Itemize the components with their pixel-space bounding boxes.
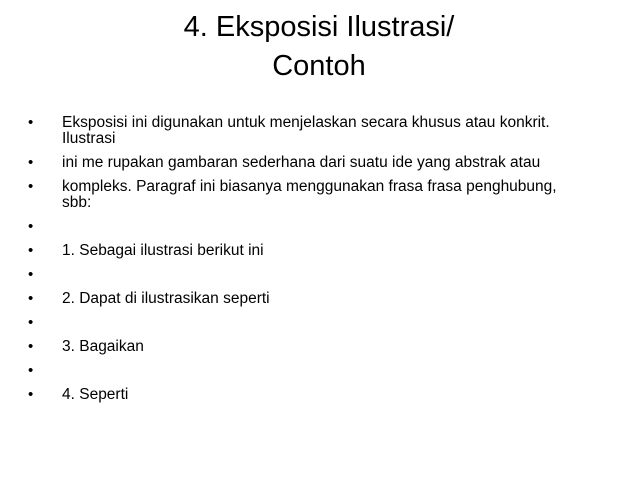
bullet-text: 1. Sebagai ilustrasi berikut ini — [62, 242, 264, 259]
bullet-dot-icon: • — [28, 114, 34, 131]
bullet-text: 3. Bagaikan — [62, 338, 144, 355]
bullet-dot-icon: • — [28, 314, 34, 331]
bullet-item — [28, 179, 588, 211]
bullet-dot-icon: • — [28, 242, 34, 259]
slide-title-line-2: Contoh — [272, 50, 366, 82]
bullet-dot-icon: • — [28, 362, 34, 379]
bullet-dot-icon: • — [28, 154, 34, 171]
bullet-item — [28, 339, 588, 355]
bullet-dot-icon: • — [28, 338, 34, 355]
bullet-dot-icon: • — [28, 266, 34, 283]
bullet-item-empty — [28, 267, 588, 283]
bullet-item-empty — [28, 315, 588, 331]
bullet-text: kompleks. Paragraf ini biasanya menggunakan frasa frasa penghubung, sbb: — [62, 178, 557, 211]
bullet-list — [28, 115, 588, 411]
bullet-text: 2. Dapat di ilustrasikan seperti — [62, 290, 270, 307]
bullet-text: Eksposisi ini digunakan untuk menjelaskan secara khusus atau konkrit. Ilustrasi — [62, 114, 550, 147]
bullet-item-empty — [28, 219, 588, 235]
slide-title-line-1: 4. Eksposisi Ilustrasi/ — [183, 11, 455, 43]
bullet-dot-icon: • — [28, 290, 34, 307]
bullet-item-empty — [28, 363, 588, 379]
bullet-dot-icon: • — [28, 218, 34, 235]
bullet-item — [28, 243, 588, 259]
bullet-text: 4. Seperti — [62, 386, 129, 403]
bullet-item — [28, 387, 588, 403]
bullet-item — [28, 291, 588, 307]
bullet-text: ini me rupakan gambaran sederhana dari suatu ide yang abstrak atau — [62, 154, 541, 171]
bullet-dot-icon: • — [28, 178, 34, 195]
bullet-item — [28, 115, 588, 147]
slide-title — [60, 8, 578, 86]
bullet-dot-icon: • — [28, 386, 34, 403]
bullet-item — [28, 155, 588, 171]
